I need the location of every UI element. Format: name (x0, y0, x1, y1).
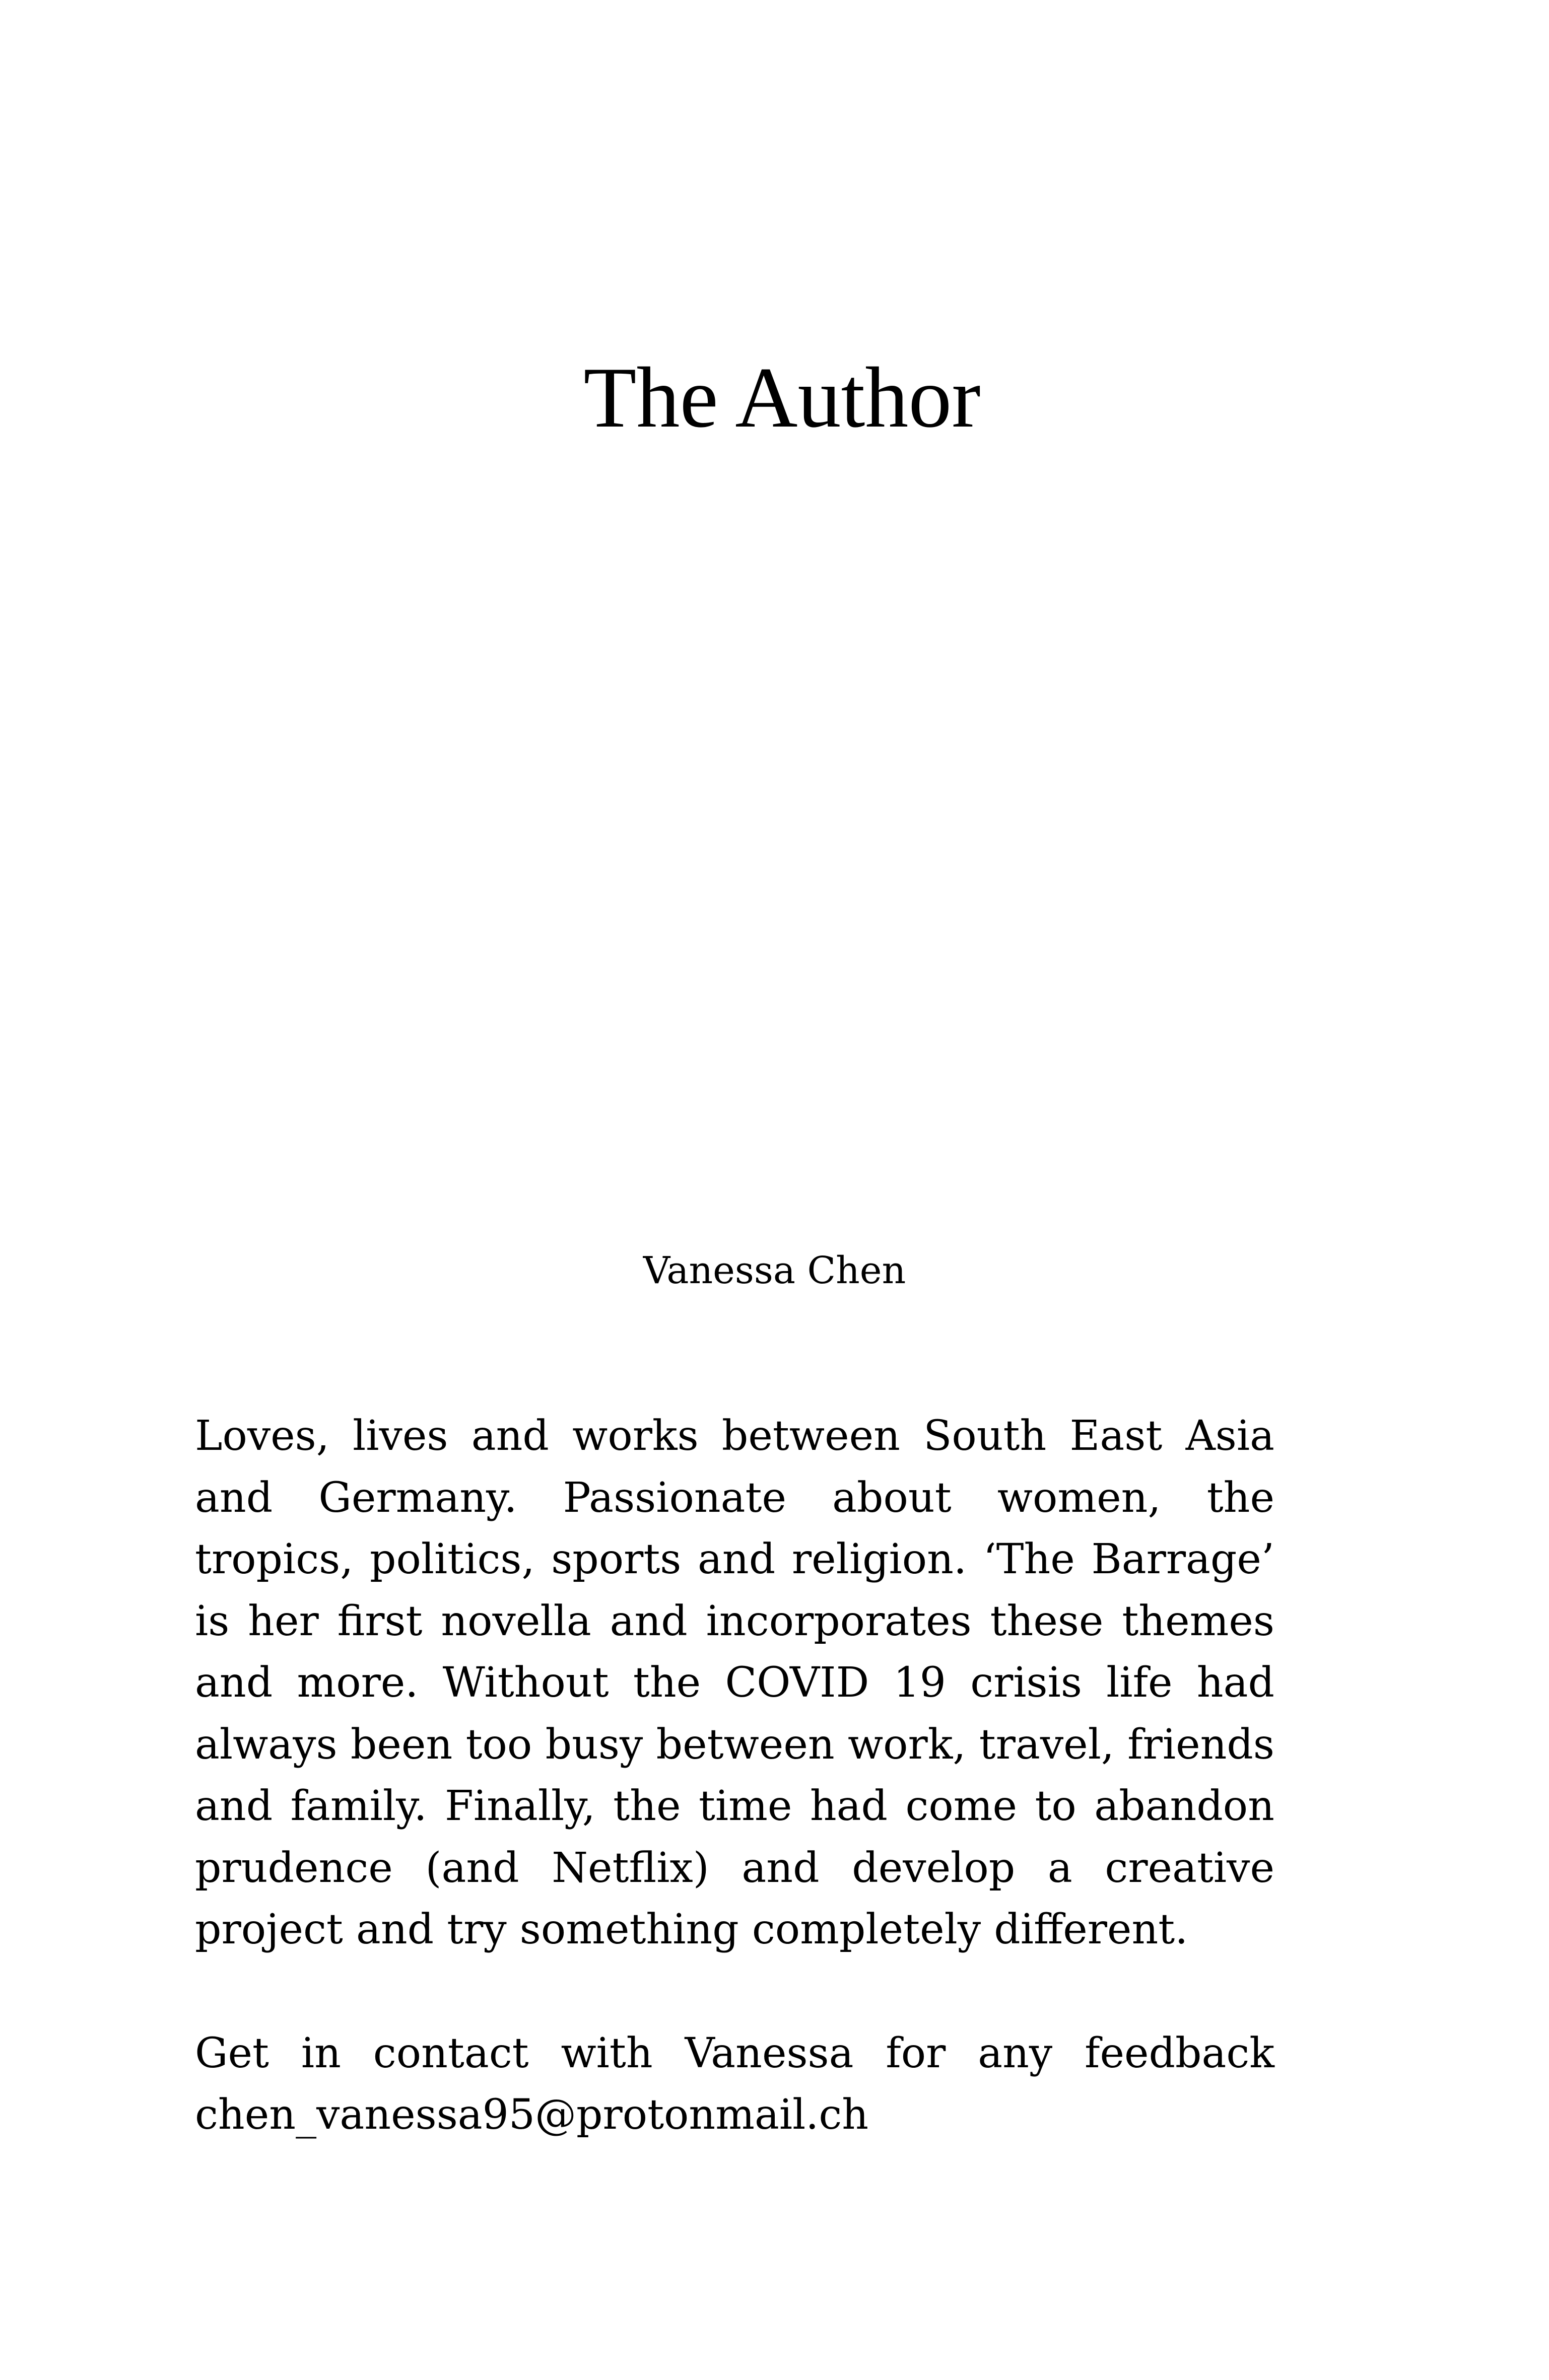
contact-text: Get in contact with Vanessa for any feedback (195, 2029, 1274, 2077)
author-name: Vanessa Chen (643, 1249, 906, 1292)
contact-paragraph (195, 2023, 1274, 2146)
contact-email: chen_vanessa95@protonmail.ch (195, 2091, 869, 2139)
page-title: The Author (583, 350, 981, 446)
author-bio: Loves, lives and works between South East Asia and Germany. Passionate about women, the tropics, politics, sports and religion. ‘The Barrage’ is her first novella and incorporates these themes and more. Without the COVID 19 crisis life had always been too busy between work, travel, friends and family. Finally, the time had come to abandon prudence (and Netflix) and develop a creative project and try something completely different. (195, 1412, 1274, 1953)
author-text-block (195, 1406, 1274, 2146)
